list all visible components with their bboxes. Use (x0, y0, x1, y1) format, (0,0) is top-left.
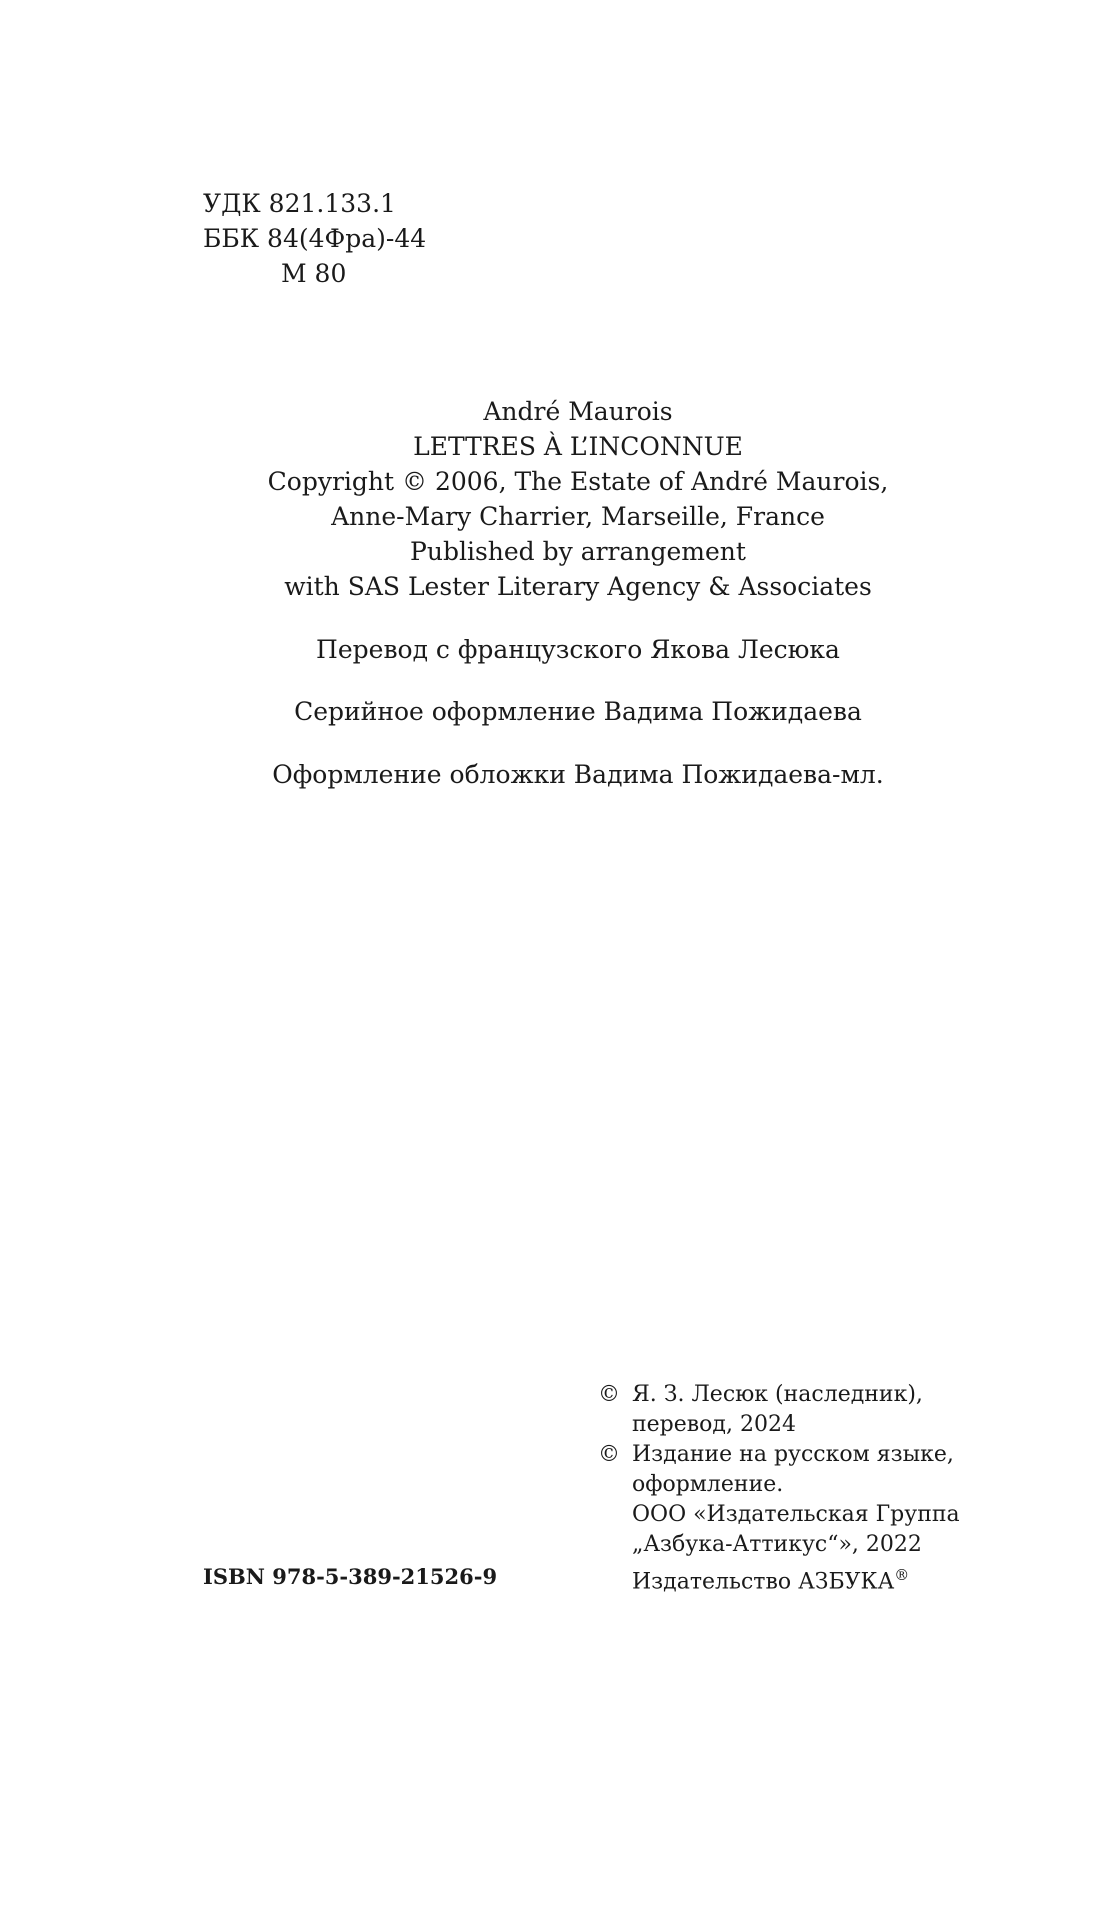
registered-mark: ® (894, 1566, 910, 1584)
isbn: ISBN 978-5-389-21526-9 (203, 1564, 498, 1589)
translation-credit: Перевод с французского Якова Лесюка (316, 635, 840, 664)
author-mark: М 80 (281, 259, 347, 288)
original-title: LETTRES À L’INCONNUE (413, 432, 743, 461)
copyright-symbol: © (598, 1382, 620, 1407)
agency-line: with SAS Lester Literary Agency & Associates (284, 572, 872, 601)
edition-copyright: Издание на русском языке, (632, 1442, 954, 1467)
classification-block (203, 186, 426, 291)
udk-code: УДК 821.133.1 (203, 189, 396, 218)
arrangement-line: Published by arrangement (410, 537, 746, 566)
bbk-code: ББК 84(4Фра)-44 (203, 224, 427, 253)
copyright-symbol: © (598, 1442, 620, 1467)
translation-copyright-year: перевод, 2024 (632, 1412, 796, 1437)
translation-copyright: Я. З. Лесюк (наследник), (632, 1382, 923, 1407)
original-credits (0, 394, 1100, 604)
edition-copyright-cont: оформление. (632, 1472, 784, 1497)
imprint-name: Издательство АЗБУКА (632, 1569, 895, 1595)
publisher-line: ООО «Издательская Группа (632, 1502, 960, 1527)
publisher-line-year: „Азбука-Аттикус“», 2022 (632, 1532, 922, 1557)
cover-design-credit: Оформление обложки Вадима Пожидаева-мл. (272, 760, 884, 789)
imprint-line (598, 1560, 960, 1597)
copyright-line: Copyright © 2006, The Estate of André Maurois, (267, 467, 889, 496)
copyright-block (598, 1380, 960, 1597)
author-name: André Maurois (483, 397, 673, 426)
series-design-credit: Серийное оформление Вадима Пожидаева (294, 697, 862, 726)
copyright-holder: Anne-Mary Charrier, Marseille, France (331, 502, 825, 531)
